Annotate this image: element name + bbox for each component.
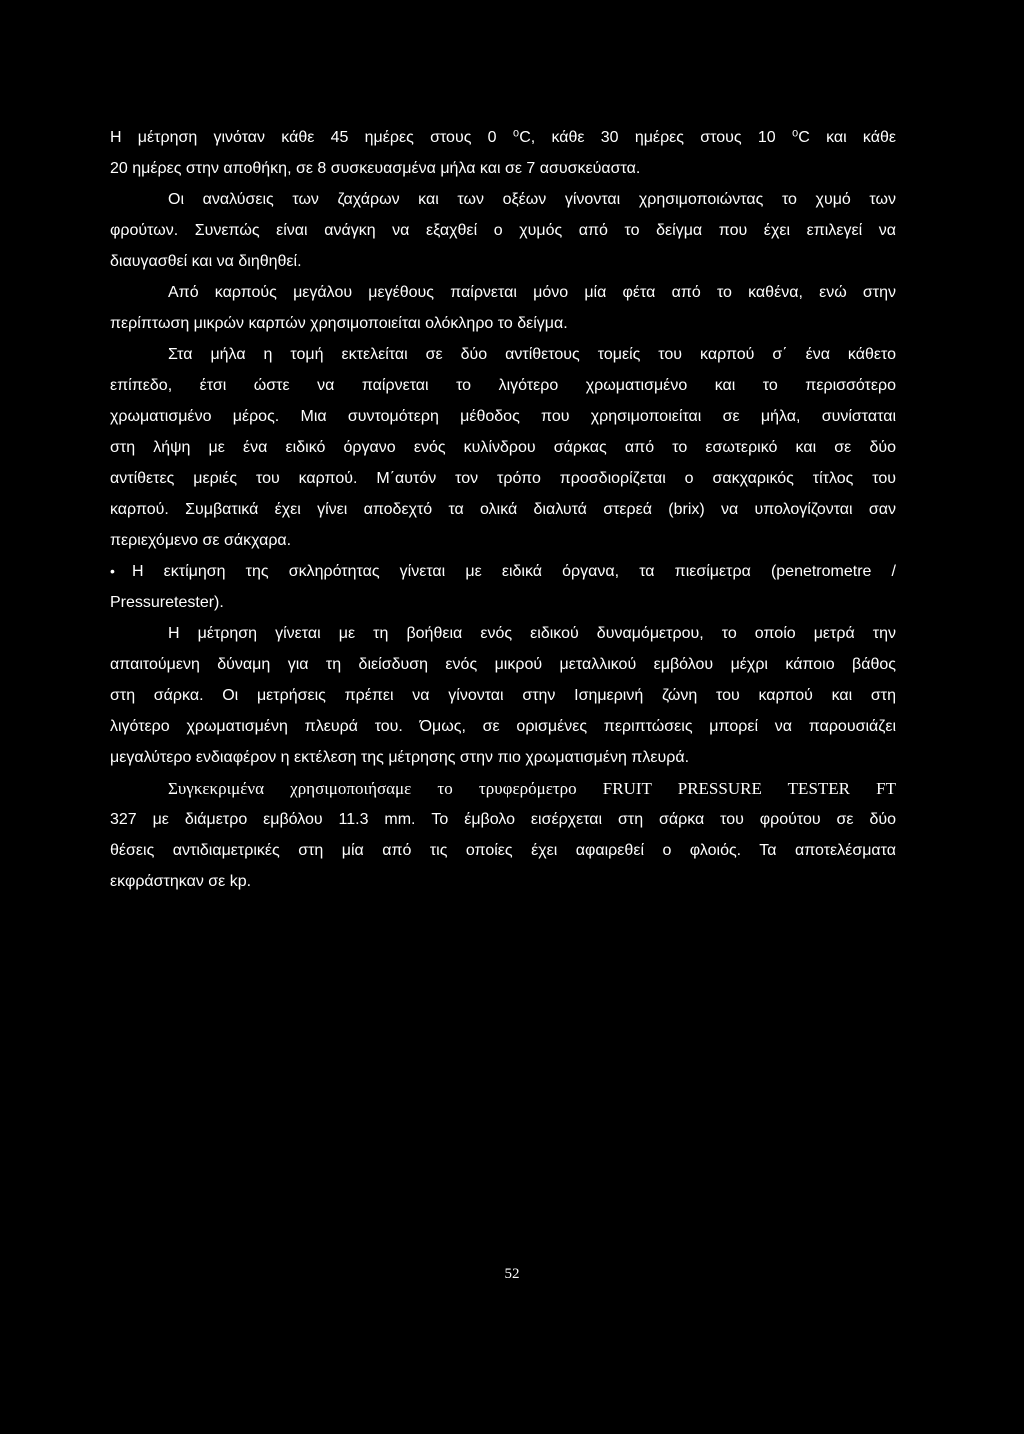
text-line: 20 ημέρες στην αποθήκη, σε 8 συσκευασμένα μήλα και σε 7 ασυσκεύαστα. bbox=[110, 160, 641, 177]
text-line: διαυγασθεί και να διηθηθεί. bbox=[110, 253, 302, 270]
text-line: περίπτωση μικρών καρπών χρησιμοποιείται ολόκληρο το δείγμα. bbox=[110, 315, 568, 332]
bullet-text: Η εκτίμηση της σκληρότητας γίνεται με ειδικά όργανα, τα πιεσίμετρα (penetrometre / bbox=[132, 563, 896, 580]
paragraph-start-line: Η μέτρηση γίνεται με τη βοήθεια ενός ειδικού δυναμόμετρου, το οποίο μετρά την bbox=[168, 625, 896, 642]
paragraph-start-line: Από καρπούς μεγάλου μεγέθους παίρνεται μόνο μία φέτα από το καθένα, ενώ στην bbox=[168, 284, 896, 301]
text-line: μεγαλύτερο ενδιαφέρον η εκτέλεση της μέτρησης στην πιο χρωματισμένη πλευρά. bbox=[110, 749, 690, 766]
text-line: λιγότερο χρωματισμένη πλευρά του. Όμως, σε ορισμένες περιπτώσεις μπορεί να παρουσιάζει bbox=[110, 718, 896, 735]
page-number: 52 bbox=[504, 1266, 520, 1282]
text-line: περιεχόμενο σε σάκχαρα. bbox=[110, 532, 292, 549]
text-line: 327 με διάμετρο εμβόλου 11.3 mm. Το έμβολο εισέρχεται στη σάρκα του φρούτου σε δύο bbox=[110, 811, 896, 828]
text-line: στη λήψη με ένα ειδικό όργανο ενός κυλίνδρου σάρκας από το εσωτερικό και σε δύο bbox=[110, 439, 896, 456]
text-line: καρπού. Συμβατικά έχει γίνει αποδεχτό τα ολικά διαλυτά στερεά (brix) να υπολογίζονται σαν bbox=[110, 501, 896, 518]
text-line: φρούτων. Συνεπώς είναι ανάγκη να εξαχθεί ο χυμός από το δείγμα που έχει επιλεγεί να bbox=[110, 222, 896, 239]
text-line: θέσεις αντιδιαμετρικές στη μία από τις οποίες έχει αφαιρεθεί ο φλοιός. Τα αποτελέσματα bbox=[110, 842, 896, 859]
bullet-icon: • bbox=[110, 563, 115, 579]
paragraph-start-line: Στα μήλα η τομή εκτελείται σε δύο αντίθετους τομείς του καρπού σ΄ ένα κάθετο bbox=[168, 346, 896, 363]
text-line: αντίθετες μεριές του καρπού. Μ΄αυτόν τον τρόπο προσδιορίζεται ο σακχαρικός τίτλος του bbox=[110, 470, 896, 487]
text-line: Η μέτρηση γινόταν κάθε 45 ημέρες στους 0 ⁰C, κάθε 30 ημέρες στους 10 ⁰C και κάθε bbox=[110, 129, 896, 146]
text-line: χρωματισμένο μέρος. Μια συντομότερη μέθοδος που χρησιμοποιείται σε μήλα, συνίσταται bbox=[110, 408, 896, 425]
text-line: στη σάρκα. Οι μετρήσεις πρέπει να γίνονται στην Ισημερινή ζώνη του καρπού και στη bbox=[110, 687, 896, 704]
paragraph-start-line: Οι αναλύσεις των ζαχάρων και των οξέων γίνονται χρησιμοποιώντας το χυμό των bbox=[168, 191, 896, 208]
text-line: Pressuretester). bbox=[110, 594, 224, 611]
text-line: επίπεδο, έτσι ώστε να παίρνεται το λιγότερο χρωματισμένο και το περισσότερο bbox=[110, 377, 896, 394]
text-line: απαιτούμενη δύναμη για τη διείσδυση ενός μικρού μεταλλικού εμβόλου μέχρι κάποιο βάθος bbox=[110, 656, 896, 673]
text-line: εκφράστηκαν σε kp. bbox=[110, 873, 252, 890]
paragraph-start-line: Συγκεκριμένα χρησιμοποιήσαμε το τρυφερόμετρο FRUIT PRESSURE TESTER FT bbox=[168, 779, 896, 798]
